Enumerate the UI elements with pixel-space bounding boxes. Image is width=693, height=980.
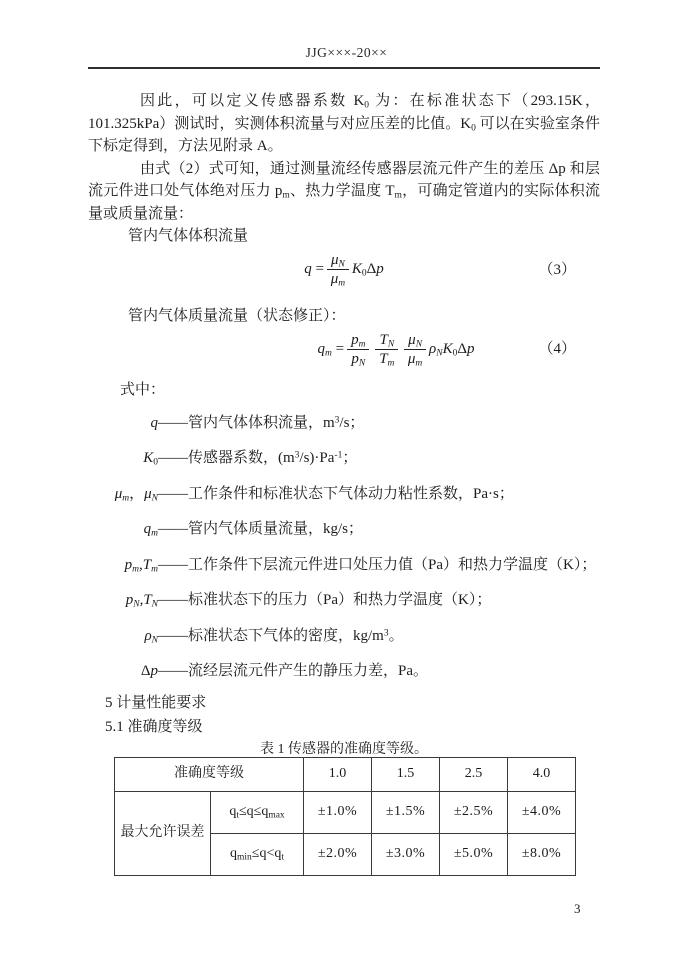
equation-4-rhs: $\rho_NK_0\Delta p$ xyxy=(429,340,475,359)
fraction-denominator: $\mu_m$ xyxy=(330,271,346,289)
fraction-temperature xyxy=(375,332,398,367)
paragraph-sensor-coefficient: 因此，可以定义传感器系数 $K_0$ 为：在标准状态下（293.15K，101.325kPa）测试时，实测体积流量与对应压差的比值。$K_0$ 可以在实验室条件下标定得到，方法见附录 A。 xyxy=(88,93,600,154)
mpe-cell: ±3.0% xyxy=(372,833,440,875)
definition-symbol: $K_0$ xyxy=(143,450,158,468)
definition-qm xyxy=(88,518,600,541)
definition-pm-tm xyxy=(88,554,600,577)
grade-value-2: 1.5 xyxy=(372,757,440,791)
equation-3-rhs: $K_0\Delta p$ xyxy=(351,261,384,279)
condition-lower-range: $q_{min}\le q<q_t$ xyxy=(211,833,304,875)
table-header-row xyxy=(115,757,576,791)
definition-q xyxy=(88,412,600,435)
grade-value-4: 4.0 xyxy=(508,757,576,791)
equation-3-number: （3） xyxy=(538,261,576,278)
definition-text: ——标准状态下气体的密度，$kg/m^3$。 xyxy=(158,627,404,644)
page-number: 3 xyxy=(574,901,581,916)
label-mass-flow: 管内气体质量流量（状态修正）： xyxy=(128,307,346,324)
fraction-denominator: $T_m$ xyxy=(379,350,395,368)
mpe-cell: ±8.0% xyxy=(508,833,576,875)
symbol-definitions xyxy=(88,412,600,683)
definition-mu xyxy=(88,483,600,506)
fraction-numerator: $T_N$ xyxy=(375,332,398,350)
document-content xyxy=(88,90,600,876)
page-header xyxy=(0,45,693,61)
definition-text: ——管内气体质量流量，kg/s； xyxy=(158,521,364,537)
fraction-denominator: $\mu_m$ xyxy=(407,350,423,368)
paragraph-flow-derivation: 由式（2）式可知，通过测量流经传感器层流元件产生的差压 Δp 和层流元件进口处气体绝对压力 $p_m$、热力学温度 $T_m$，可确定管道内的实际体积流量或质量流量： xyxy=(88,160,600,222)
where-label: 式中： xyxy=(120,382,166,398)
definition-text: ——管内气体体积流量，$m^3/s$； xyxy=(158,414,365,431)
grade-value-1: 1.0 xyxy=(304,757,372,791)
definition-symbol: $p_m,T_m$ xyxy=(124,556,158,574)
definition-rho xyxy=(88,625,600,648)
definition-symbol: $\mu_m$，$\mu_N$ xyxy=(114,485,158,503)
definition-text: ——标准状态下的压力（Pa）和热力学温度（K）； xyxy=(158,592,492,608)
condition-upper-range: $q_t\le q\le q_{max}$ xyxy=(211,791,304,833)
equation-3-body xyxy=(304,252,384,287)
fraction-numerator: $p_m$ xyxy=(347,332,369,350)
equation-4-body xyxy=(318,332,475,367)
mpe-cell: ±5.0% xyxy=(440,833,508,875)
grade-header-label: 准确度等级 xyxy=(115,757,304,791)
equation-4-number: （4） xyxy=(538,340,576,357)
equation-4 xyxy=(88,327,600,371)
header-rule xyxy=(88,67,600,69)
fraction-mu xyxy=(327,252,349,287)
mpe-cell: ±4.0% xyxy=(508,791,576,833)
equation-3-lhs: q = xyxy=(304,261,324,278)
accuracy-grade-table xyxy=(114,757,576,876)
definition-text: ——传感器系数，$(m^3/s)\cdot Pa^{-1}$； xyxy=(158,450,358,466)
definition-symbol: $p_N,T_N$ xyxy=(125,592,158,610)
definition-k0 xyxy=(88,447,600,470)
definition-delta-p xyxy=(88,660,600,683)
equation-3 xyxy=(88,248,600,292)
definition-pn-tn xyxy=(88,589,600,612)
table-row-upper-range xyxy=(115,791,576,833)
mpe-cell: ±1.0% xyxy=(304,791,372,833)
label-volume-flow: 管内气体体积流量 xyxy=(128,228,249,244)
fraction-numerator: $\mu_N$ xyxy=(327,252,349,270)
definition-symbol: Δp xyxy=(140,663,158,679)
definition-symbol: $q_m$ xyxy=(143,521,158,539)
fraction-denominator: $p_N$ xyxy=(351,350,366,368)
equation-4-lhs: $q_m$ = xyxy=(317,340,345,359)
section-heading-5-1: 5.1 准确度等级 xyxy=(105,719,203,735)
grade-value-3: 2.5 xyxy=(440,757,508,791)
mpe-cell: ±2.0% xyxy=(304,833,372,875)
table-caption: 表 1 传感器的准确度等级。 xyxy=(260,741,428,757)
definition-text: ——工作条件和标准状态下气体动力粘性系数，Pa·s； xyxy=(158,485,514,502)
row-group-label: 最大允许误差 xyxy=(115,791,211,875)
fraction-viscosity xyxy=(404,332,426,367)
mpe-cell: ±1.5% xyxy=(372,791,440,833)
definition-symbol: q xyxy=(150,414,158,431)
definition-text: ——工作条件下层流元件进口处压力值（Pa）和热力学温度（K）； xyxy=(158,556,597,573)
section-heading-5: 5 计量性能要求 xyxy=(105,694,207,711)
definition-symbol: $\rho_N$ xyxy=(144,627,158,645)
definition-text: ——流经层流元件产生的静压力差，Pa。 xyxy=(158,663,429,679)
fraction-pressure xyxy=(347,332,369,367)
mpe-cell: ±2.5% xyxy=(440,791,508,833)
fraction-numerator: $\mu_N$ xyxy=(404,332,426,350)
document-code: JJG×××-20×× xyxy=(305,45,388,60)
